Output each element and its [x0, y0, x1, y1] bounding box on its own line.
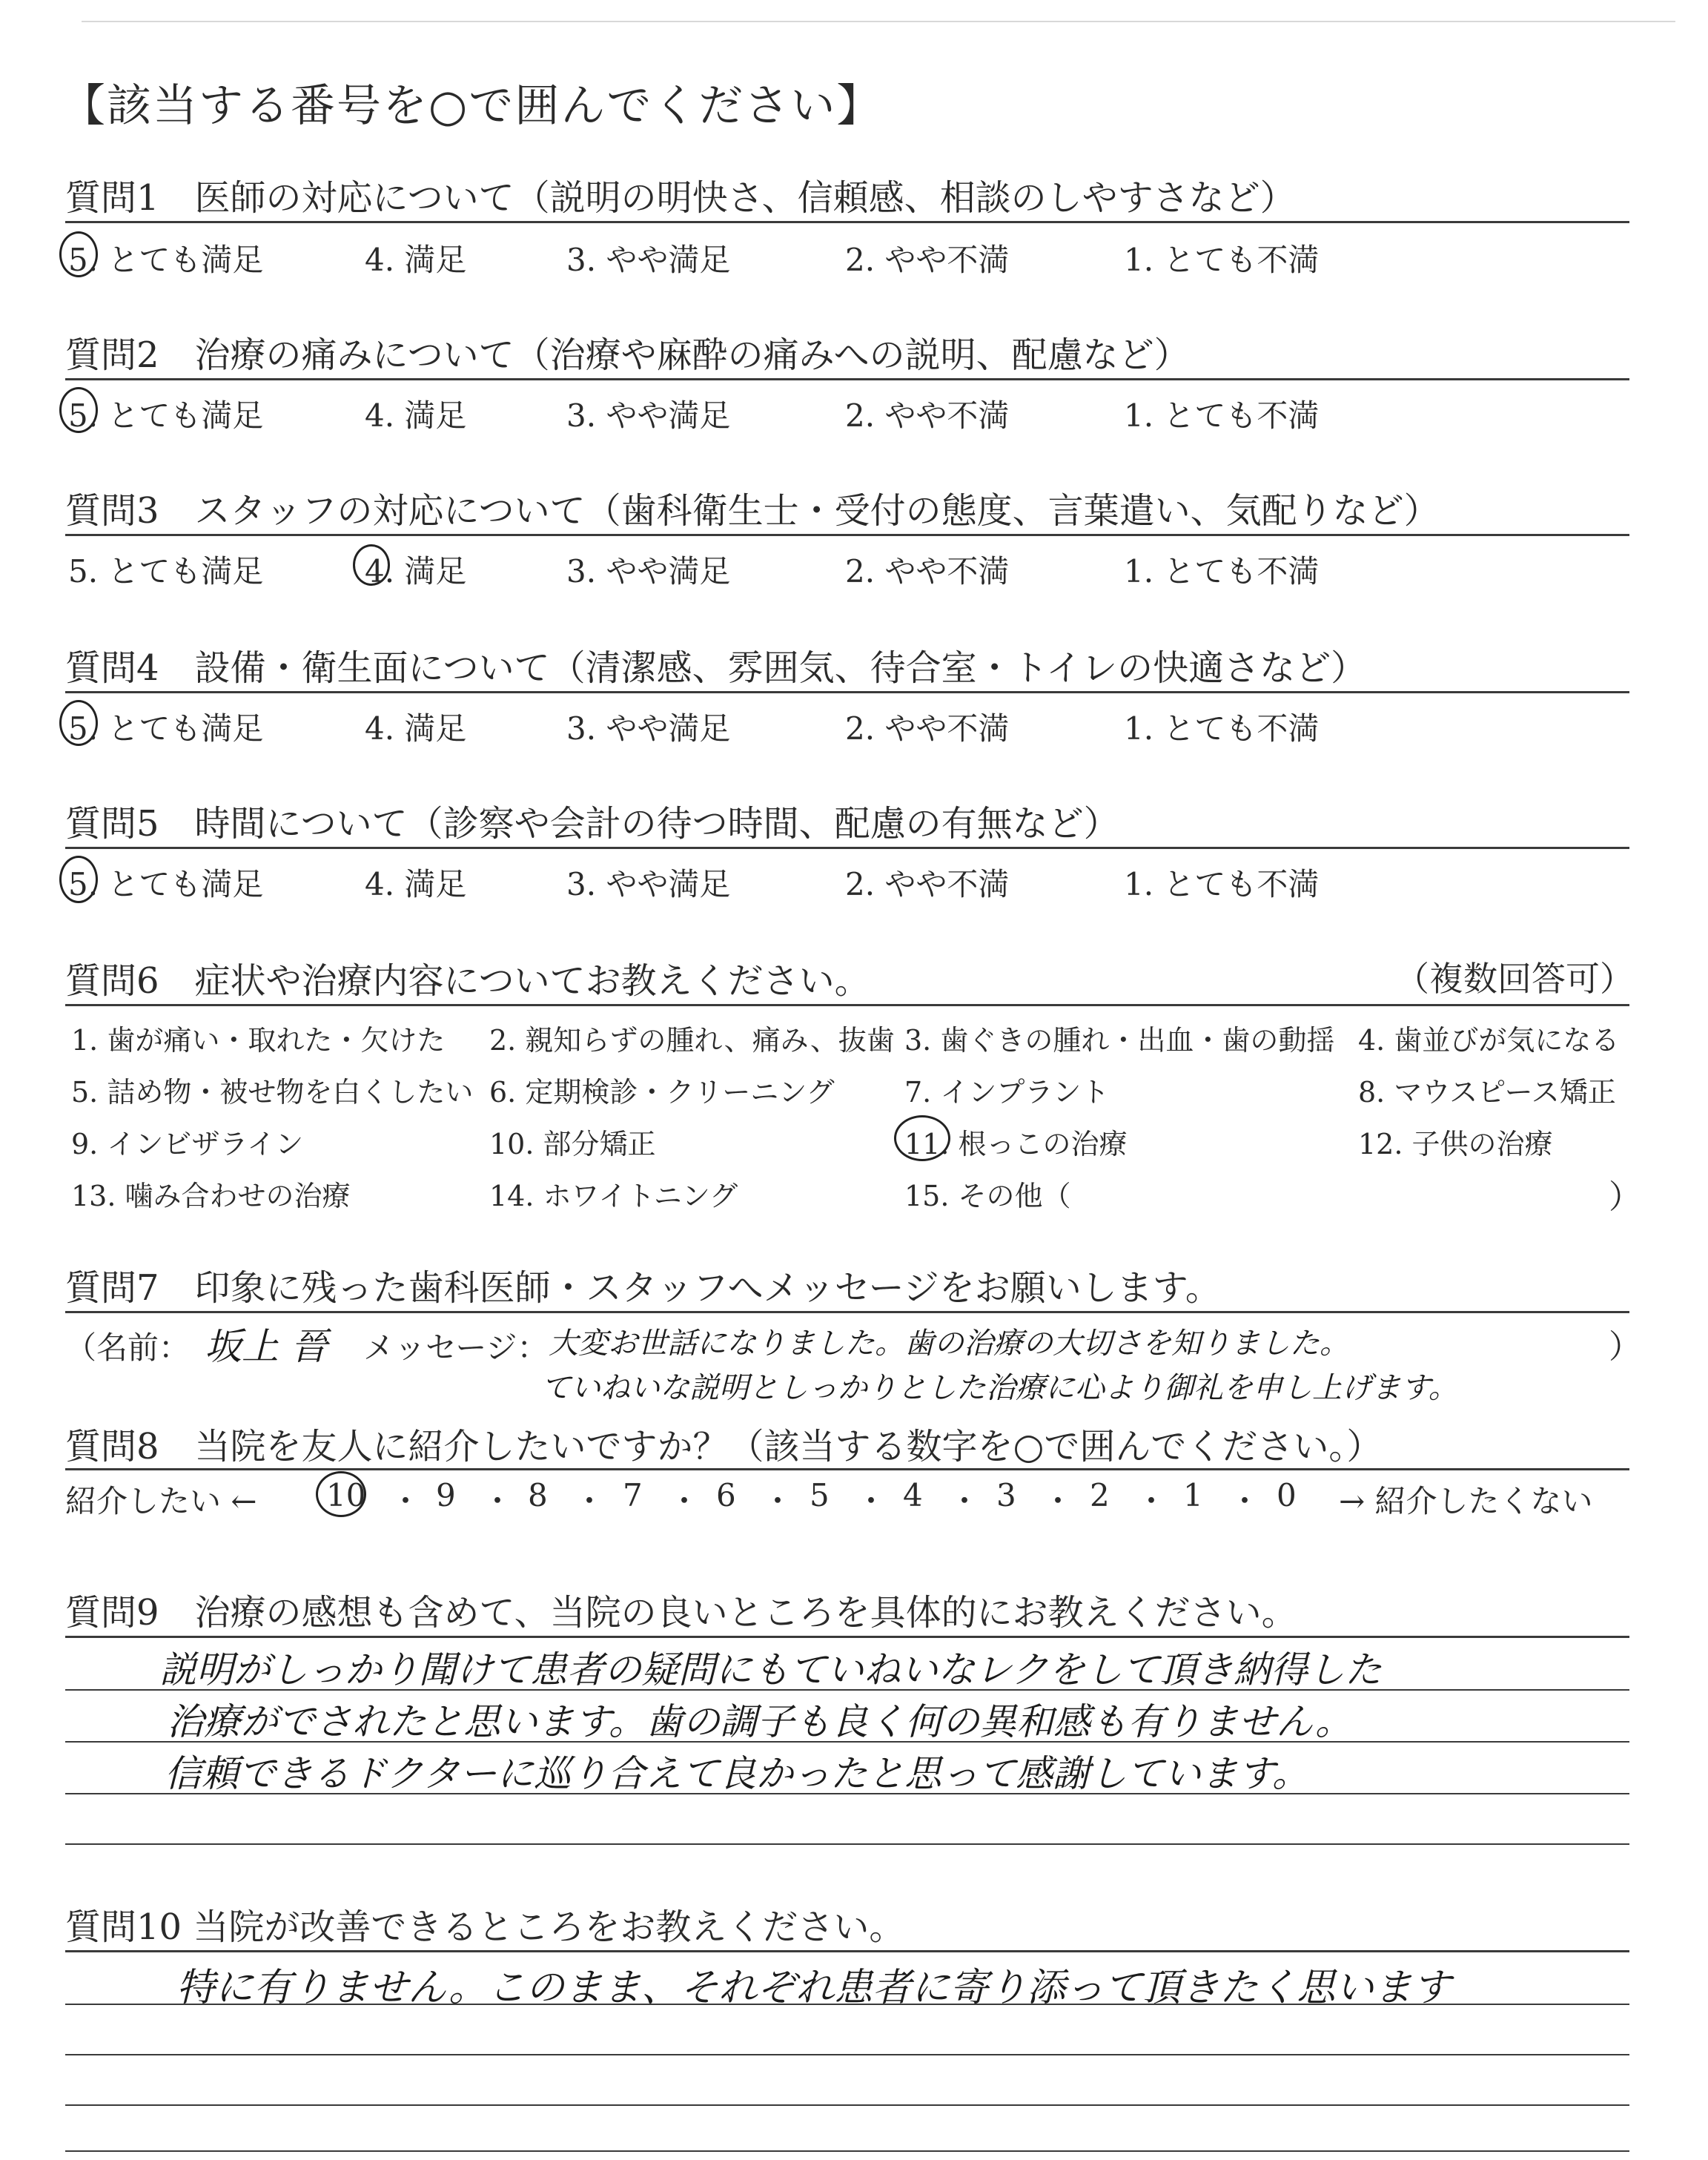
- answer-line-rule: [65, 2150, 1629, 2152]
- question-3-rule: [65, 534, 1629, 536]
- question-2-rule: [65, 378, 1629, 380]
- answer-line-rule: [65, 1843, 1629, 1845]
- q6-option-14[interactable]: 14. ホワイトニング: [489, 1180, 738, 1212]
- q4-option-3[interactable]: 3. やや満足: [566, 710, 731, 747]
- scale-5[interactable]: 5: [810, 1477, 830, 1513]
- scale-3[interactable]: 3: [996, 1477, 1016, 1513]
- q6-option-5[interactable]: 5. 詰め物・被せ物を白くしたい: [71, 1076, 474, 1109]
- scale-9[interactable]: 9: [436, 1477, 456, 1513]
- q9-answer-line-3[interactable]: 信頼できるドクターに巡り合えて良かったと思って感謝しています。: [165, 1752, 1309, 1795]
- question-9-rule: [65, 1636, 1629, 1638]
- q3-option-4[interactable]: 4. 満足: [365, 553, 467, 589]
- q10-answer-line-1[interactable]: 特に有りません。このまま、それぞれ患者に寄り添って頂きたく思います: [176, 1966, 1452, 2010]
- q4-option-1[interactable]: 1. とても不満: [1124, 710, 1320, 747]
- q1-option-5[interactable]: 5. とても満足: [68, 242, 264, 278]
- question-10-title: 質問10 当院が改善できるところをお教えください。: [65, 1906, 905, 1948]
- question-8-title: 質問8 当院を友人に紹介したいですか？（該当する数字を○で囲んでください。）: [65, 1426, 1383, 1467]
- q6-option-10[interactable]: 10. 部分矯正: [489, 1128, 656, 1160]
- scale-separator: ・: [482, 1483, 514, 1519]
- answer-line-rule: [65, 1741, 1629, 1743]
- scale-4[interactable]: 4: [903, 1477, 923, 1513]
- q1-option-3[interactable]: 3. やや満足: [566, 242, 731, 278]
- name-label: （名前：: [65, 1330, 191, 1366]
- question-9-title: 質問9 治療の感想も含めて、当院の良いところを具体的にお教えください。: [65, 1592, 1297, 1634]
- scale-separator: ・: [762, 1483, 794, 1519]
- q5-option-1[interactable]: 1. とても不満: [1124, 866, 1320, 902]
- q6-other-close-paren: ）: [1609, 1178, 1641, 1216]
- recommend-right-label: → 紹介したくない: [1339, 1483, 1593, 1519]
- name-value[interactable]: 坂上 晉: [205, 1325, 328, 1368]
- q6-option-1[interactable]: 1. 歯が痛い・取れた・欠けた: [71, 1024, 446, 1057]
- q6-option-4[interactable]: 4. 歯並びが気になる: [1358, 1024, 1620, 1057]
- question-6-rule: [65, 1004, 1629, 1006]
- q3-option-1[interactable]: 1. とても不満: [1124, 553, 1320, 589]
- q6-option-15[interactable]: 15. その他（: [904, 1180, 1071, 1212]
- q6-option-13[interactable]: 13. 噛み合わせの治療: [71, 1180, 351, 1212]
- q4-option-4[interactable]: 4. 満足: [365, 710, 467, 747]
- page-heading: 【該当する番号を○で囲んでください】: [61, 80, 883, 132]
- message-label: メッセージ：: [363, 1330, 549, 1366]
- q6-option-2[interactable]: 2. 親知らずの腫れ、痛み、抜歯: [489, 1024, 895, 1057]
- message-line-2[interactable]: ていねいな説明としっかりとした治療に心より御礼を申し上げます。: [541, 1371, 1458, 1405]
- scale-separator: ・: [855, 1483, 887, 1519]
- q1-option-1[interactable]: 1. とても不満: [1124, 242, 1320, 278]
- q3-option-2[interactable]: 2. やや不満: [845, 553, 1010, 589]
- scale-separator: ・: [949, 1483, 981, 1519]
- q6-option-12[interactable]: 12. 子供の治療: [1358, 1128, 1553, 1160]
- scale-separator: ・: [669, 1483, 701, 1519]
- answer-line-rule: [65, 2104, 1629, 2106]
- scale-separator: ・: [1136, 1483, 1168, 1519]
- scale-separator: ・: [1229, 1483, 1261, 1519]
- scale-separator: ・: [390, 1483, 422, 1519]
- scale-7[interactable]: 7: [623, 1477, 643, 1513]
- q6-option-8[interactable]: 8. マウスピース矯正: [1358, 1076, 1616, 1109]
- q1-option-4[interactable]: 4. 満足: [365, 242, 467, 278]
- question-5-title: 質問5 時間について（診察や会計の待つ時間、配慮の有無など）: [65, 803, 1119, 845]
- scale-separator: ・: [1042, 1483, 1074, 1519]
- q3-option-5[interactable]: 5. とても満足: [68, 553, 264, 589]
- q2-option-3[interactable]: 3. やや満足: [566, 397, 731, 434]
- q2-option-1[interactable]: 1. とても不満: [1124, 397, 1320, 434]
- q6-option-6[interactable]: 6. 定期検診・クリーニング: [489, 1076, 835, 1109]
- recommend-left-label: 紹介したい ←: [65, 1483, 257, 1519]
- top-edge-line: [82, 21, 1675, 22]
- q9-answer-line-2[interactable]: 治療がでされたと思います。歯の調子も良く何の異和感も有りません。: [167, 1700, 1352, 1743]
- q5-option-3[interactable]: 3. やや満足: [566, 866, 731, 902]
- q1-option-2[interactable]: 2. やや不満: [845, 242, 1010, 278]
- question-7-rule: [65, 1311, 1629, 1313]
- q5-option-5[interactable]: 5. とても満足: [68, 866, 264, 902]
- scale-0[interactable]: 0: [1277, 1477, 1297, 1513]
- scale-10[interactable]: 10: [326, 1477, 366, 1513]
- q5-option-4[interactable]: 4. 満足: [365, 866, 467, 902]
- message-close-paren: ）: [1609, 1328, 1641, 1366]
- q6-option-11[interactable]: 11. 根っこの治療: [904, 1128, 1128, 1160]
- question-8-rule: [65, 1468, 1629, 1470]
- message-line-1[interactable]: 大変お世話になりました。歯の治療の大切さを知りました。: [549, 1327, 1349, 1361]
- answer-line-rule: [65, 1689, 1629, 1691]
- q4-option-2[interactable]: 2. やや不満: [845, 710, 1010, 747]
- question-2-title: 質問2 治療の痛みについて（治療や麻酔の痛みへの説明、配慮など）: [65, 334, 1190, 376]
- question-1-title: 質問1 医師の対応について（説明の明快さ、信頼感、相談のしやすさなど）: [65, 177, 1296, 219]
- question-5-rule: [65, 847, 1629, 849]
- q4-option-5[interactable]: 5. とても満足: [68, 710, 264, 747]
- q2-option-4[interactable]: 4. 満足: [365, 397, 467, 434]
- multiple-answers-note: （複数回答可）: [1395, 959, 1634, 999]
- question-10-rule: [65, 1950, 1629, 1952]
- question-4-rule: [65, 691, 1629, 693]
- q3-option-3[interactable]: 3. やや満足: [566, 553, 731, 589]
- answer-line-rule: [65, 2054, 1629, 2055]
- question-7-title: 質問7 印象に残った歯科医師・スタッフへメッセージをお願いします。: [65, 1267, 1221, 1309]
- answer-line-rule: [65, 2004, 1629, 2005]
- question-6-title: 質問6 症状や治療内容についてお教えください。: [65, 960, 870, 1002]
- question-4-title: 質問4 設備・衛生面について（清潔感、雰囲気、待合室・トイレの快適さなど）: [65, 647, 1367, 689]
- q2-option-2[interactable]: 2. やや不満: [845, 397, 1010, 434]
- scale-separator: ・: [574, 1483, 606, 1519]
- q6-option-3[interactable]: 3. 歯ぐきの腫れ・出血・歯の動揺: [904, 1024, 1335, 1057]
- q2-option-5[interactable]: 5. とても満足: [68, 397, 264, 434]
- scale-8[interactable]: 8: [528, 1477, 548, 1513]
- q9-answer-line-1[interactable]: 説明がしっかり聞けて患者の疑問にもていねいなレクをして頂き納得した: [159, 1648, 1382, 1691]
- q6-option-9[interactable]: 9. インビザライン: [71, 1128, 304, 1160]
- q6-option-7[interactable]: 7. インプラント: [904, 1076, 1110, 1109]
- question-3-title: 質問3 スタッフの対応について（歯科衛生士・受付の態度、言葉遣い、気配りなど）: [65, 490, 1440, 532]
- q5-option-2[interactable]: 2. やや不満: [845, 866, 1010, 902]
- scale-1[interactable]: 1: [1183, 1477, 1203, 1513]
- answer-line-rule: [65, 1793, 1629, 1794]
- scale-6[interactable]: 6: [716, 1477, 736, 1513]
- question-1-rule: [65, 221, 1629, 223]
- scale-2[interactable]: 2: [1090, 1477, 1110, 1513]
